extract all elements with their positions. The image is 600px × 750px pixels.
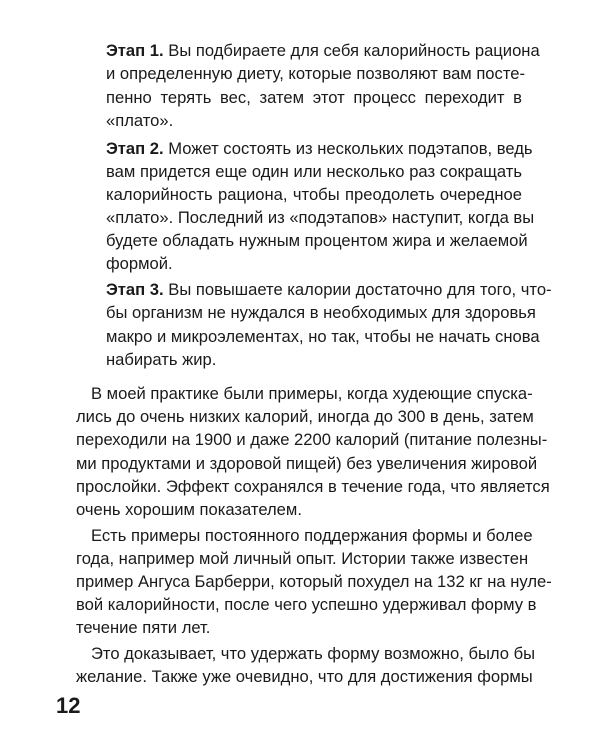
paragraph-1-line-3: переходили на 1900 и даже 2200 калорий (питание полезны- [76, 430, 548, 449]
stage-2-line-4: «плато». Последний из «подэтапов» наступит, когда вы [106, 208, 535, 227]
paragraph-2-line-5: течение пяти лет. [76, 618, 211, 637]
paragraph-2-line-2: года, например мой личный опыт. Истории также известен [76, 549, 529, 568]
paragraph-3-line-2: желание. Также уже очевидно, что для достижения формы [76, 667, 533, 686]
stage-1-line-1: Этап 1. Вы подбираете для себя калорийность рациона [106, 41, 540, 60]
paragraph-1-line-6: очень хорошим показателем. [76, 500, 302, 519]
paragraph-1-line-2: лись до очень низких калорий, иногда до 300 в день, затем [76, 407, 534, 426]
paragraph-2-line-3: пример Ангуса Барберри, который похудел на 132 кг на нуле- [76, 572, 552, 591]
stage-2-line-2: вам придется еще один или несколько раз сокращать [106, 162, 522, 181]
stage-2-line-1: Этап 2. Может состоять из нескольких подэтапов, ведь [106, 139, 533, 158]
stage-3-line-4: набирать жир. [106, 350, 217, 369]
paragraph-1-line-5: прослойки. Эффект сохранялся в течение года, что является [76, 477, 550, 496]
stage-1-line-2: и определенную диету, которые позволяют вам посте- [106, 64, 525, 83]
stage-3-line-3: макро и микроэлементах, но так, чтобы не начать снова [106, 327, 540, 346]
stage-1-line-4: «плато». [106, 111, 174, 130]
stage-3-label: Этап 3. [106, 280, 164, 299]
paragraph-3-line-1: Это доказывает, что удержать форму возможно, было бы [91, 644, 536, 663]
stage-2-line-3: калорийность рациона, чтобы преодолеть очередное [106, 185, 522, 204]
stage-3-line-2: бы организм не нуждался в необходимых для здоровья [106, 303, 536, 322]
page-number: 12 [56, 693, 81, 718]
stage-3-line-1: Этап 3. Вы повышаете калории достаточно для того, что- [106, 280, 552, 299]
stage-1-line-3: пенно терять вес, затем этот процесс переходит в [106, 88, 522, 107]
stage-2-label: Этап 2. [106, 139, 164, 158]
paragraph-2-line-1: Есть примеры постоянного поддержания формы и более [91, 526, 533, 545]
stage-1-label: Этап 1. [106, 41, 164, 60]
paragraph-2-line-4: вой калорийности, после чего успешно удерживал форму в [76, 595, 537, 614]
paragraph-1-line-4: ми продуктами и здоровой пищей) без увеличения жировой [76, 454, 538, 473]
stage-2-line-6: формой. [106, 254, 173, 273]
stage-2-line-5: будете обладать нужным процентом жира и желаемой [106, 231, 528, 250]
paragraph-1-line-1: В моей практике были примеры, когда худеющие спуска- [91, 384, 533, 403]
